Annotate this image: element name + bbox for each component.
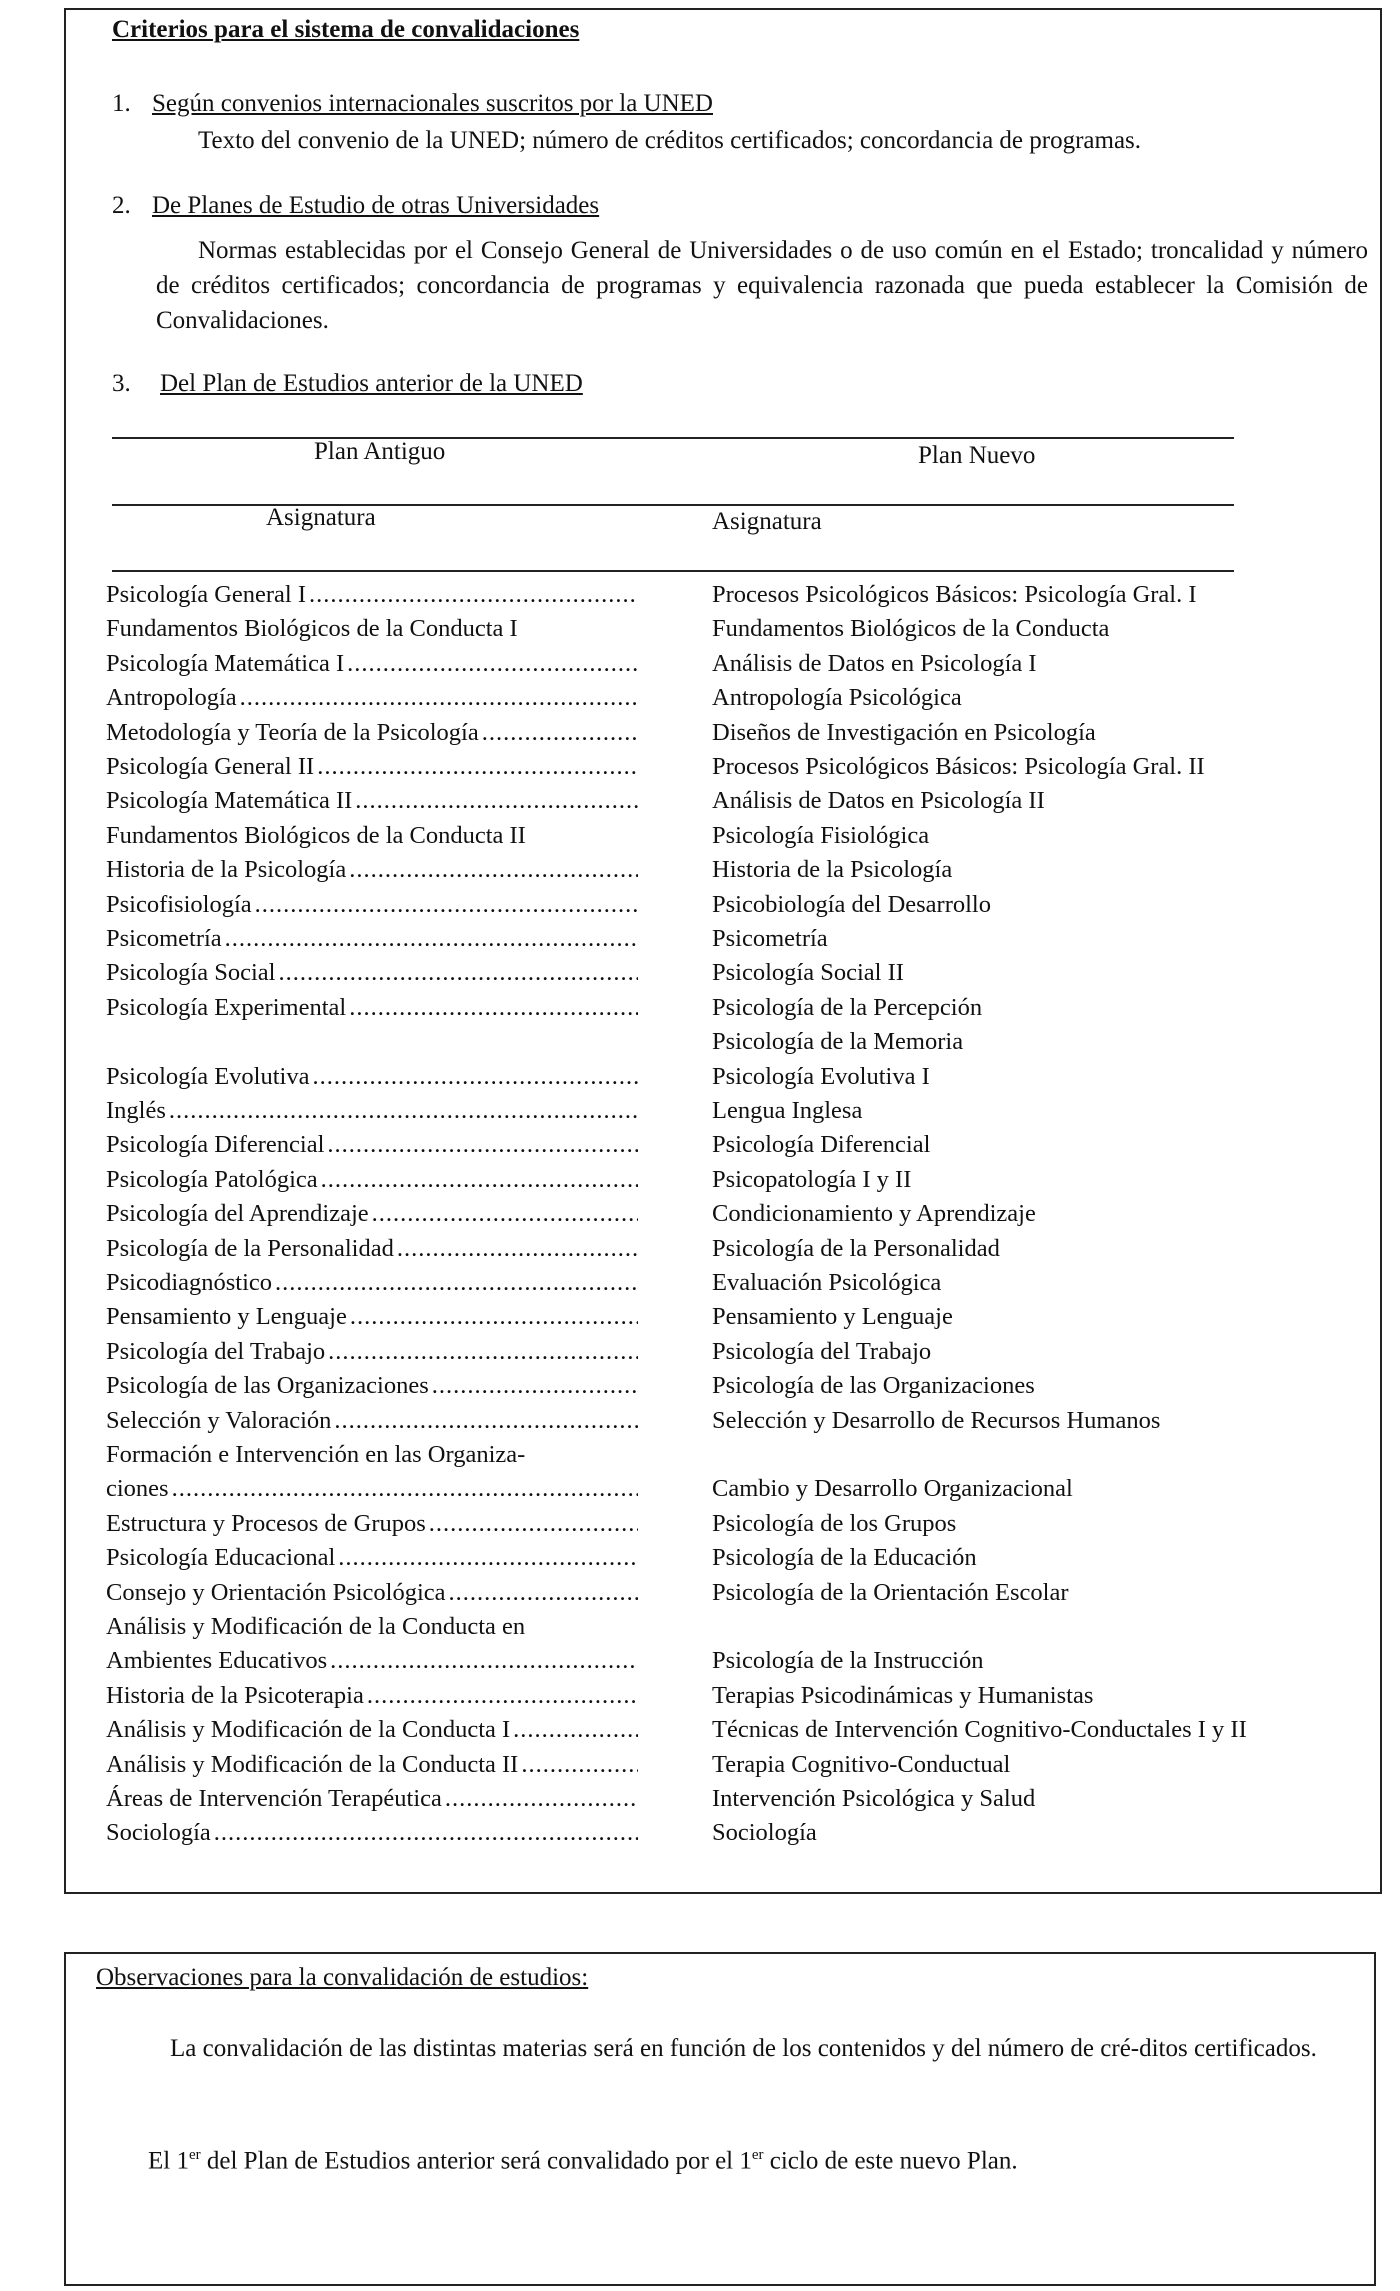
new-subject: Psicología Fisiológica <box>712 821 930 849</box>
old-subject <box>106 784 638 818</box>
new-subject: Psicología Evolutiva I <box>712 1062 930 1090</box>
old-subject-label: Análisis y Modificación de la Conducta II <box>106 1750 519 1778</box>
old-subject-label: Ambientes Educativos <box>106 1647 328 1675</box>
table-row <box>0 1679 1400 1713</box>
new-subject: Psicología del Trabajo <box>712 1337 932 1365</box>
dot-leader <box>338 1541 638 1575</box>
p2-sup-1: er <box>188 2147 201 2163</box>
old-subject <box>106 1094 638 1128</box>
new-subject: Psicología Social II <box>712 959 904 987</box>
table-row <box>0 784 1400 818</box>
dot-leader <box>328 1335 638 1369</box>
dot-leader <box>429 1507 638 1541</box>
old-subject <box>106 1404 638 1438</box>
dot-leader <box>349 991 638 1025</box>
old-subject <box>106 1438 638 1472</box>
table-row <box>0 1438 1400 1472</box>
old-subject <box>106 1679 638 1713</box>
table-row <box>0 853 1400 887</box>
table-row <box>0 1541 1400 1575</box>
dot-leader <box>255 888 638 922</box>
old-subject <box>106 716 638 750</box>
observations-paragraph-1: La convalidación de las distintas materias será en función de los contenidos y del número de cré-ditos certificados. <box>170 2035 1317 2062</box>
new-subject: Psicología de la Memoria <box>712 1028 964 1056</box>
item-2-number: 2. <box>112 192 131 219</box>
table-row <box>0 578 1400 612</box>
p2-suffix: ciclo de este nuevo Plan. <box>763 2147 1018 2175</box>
dot-leader <box>225 922 638 956</box>
new-subject: Psicología Diferencial <box>712 1131 931 1159</box>
new-subject: Psicología de la Percepción <box>712 993 983 1021</box>
dot-leader <box>367 1679 638 1713</box>
table-row <box>0 1713 1400 1747</box>
old-subject-label: Antropología <box>106 684 237 712</box>
dot-leader <box>347 647 638 681</box>
dot-leader <box>214 1816 638 1850</box>
table-row <box>0 1782 1400 1816</box>
table-row <box>0 1369 1400 1403</box>
dot-leader <box>445 1782 638 1816</box>
dot-leader <box>397 1232 638 1266</box>
old-subject-label: Formación e Intervención en las Organiza- <box>106 1441 526 1468</box>
new-subject: Procesos Psicológicos Básicos: Psicología Gral. I <box>712 581 1197 608</box>
old-subject-label: Psicología del Trabajo <box>106 1337 326 1365</box>
dot-leader <box>330 1644 638 1678</box>
old-subject-label: Psicometría <box>106 925 222 952</box>
new-subject: Psicología de la Educación <box>712 1544 977 1572</box>
table-row <box>0 1197 1400 1231</box>
old-subject-label: Estructura y Procesos de Grupos <box>106 1509 426 1537</box>
p2-prefix: El 1 <box>148 2147 189 2175</box>
table-row <box>0 1507 1400 1541</box>
old-subject-label: Psicología General II <box>106 753 315 780</box>
old-subject-label: Pensamiento y Lenguaje <box>106 1303 347 1331</box>
new-subject: Selección y Desarrollo de Recursos Humanos <box>712 1406 1161 1434</box>
new-subject: Psicología de la Instrucción <box>712 1647 984 1675</box>
dot-leader <box>449 1576 638 1610</box>
observations-paragraph-2 <box>148 2136 1018 2180</box>
table-row <box>0 716 1400 750</box>
old-subject-label: Psicodiagnóstico <box>106 1269 273 1296</box>
new-subject: Psicobiología del Desarrollo <box>712 890 991 918</box>
new-subject: Psicometría <box>712 925 828 952</box>
old-subject <box>106 1576 638 1610</box>
new-subject: Cambio y Desarrollo Organizacional <box>712 1475 1073 1503</box>
col-old-header: Asignatura <box>266 504 376 531</box>
table-row <box>0 991 1400 1025</box>
dot-leader <box>349 853 638 887</box>
old-subject-label: Fundamentos Biológicos de la Conducta II <box>106 821 526 849</box>
table-rule-bottom <box>112 570 1234 572</box>
old-subject <box>106 1335 638 1369</box>
plan-old-header: Plan Antiguo <box>314 438 446 465</box>
table-row <box>0 1300 1400 1334</box>
table-row <box>0 922 1400 956</box>
dot-leader <box>169 1094 638 1128</box>
dot-leader <box>240 681 638 715</box>
table-row <box>0 1748 1400 1782</box>
dot-leader <box>521 1748 638 1782</box>
new-subject: Psicología de la Personalidad <box>712 1234 1000 1262</box>
dot-leader <box>327 1128 638 1162</box>
old-subject <box>106 1782 638 1816</box>
old-subject <box>106 1060 638 1094</box>
old-subject <box>106 1163 638 1197</box>
table-row <box>0 1094 1400 1128</box>
new-subject: Análisis de Datos en Psicología I <box>712 649 1037 677</box>
old-subject-label: Psicofisiología <box>106 890 252 918</box>
new-subject: Análisis de Datos en Psicología II <box>712 787 1045 815</box>
new-subject: Pensamiento y Lenguaje <box>712 1303 953 1331</box>
table-row <box>0 750 1400 784</box>
old-subject-label: Áreas de Intervención Terapéutica <box>106 1785 442 1812</box>
table-row <box>0 1644 1400 1678</box>
dot-leader <box>278 956 638 990</box>
table-row <box>0 1163 1400 1197</box>
old-subject-label: Psicología Patológica <box>106 1165 318 1193</box>
new-subject: Terapia Cognitivo-Conductual <box>712 1750 1011 1778</box>
old-subject <box>106 1472 638 1506</box>
criteria-title: Criterios para el sistema de convalidaciones <box>112 16 580 43</box>
new-subject: Evaluación Psicológica <box>712 1269 942 1296</box>
new-subject: Antropología Psicológica <box>712 684 962 712</box>
item-3-heading: Del Plan de Estudios anterior de la UNED <box>160 370 583 397</box>
table-rule-top <box>112 437 1234 439</box>
item-3-number: 3. <box>112 370 131 397</box>
dot-leader <box>432 1369 638 1403</box>
old-subject-label: Consejo y Orientación Psicológica <box>106 1578 446 1606</box>
dot-leader <box>275 1266 638 1300</box>
new-subject: Lengua Inglesa <box>712 1097 863 1124</box>
dot-leader <box>172 1472 638 1506</box>
old-subject <box>106 578 638 612</box>
new-subject: Intervención Psicológica y Salud <box>712 1785 1036 1812</box>
p2-mid: del Plan de Estudios anterior será convalidado por el 1 <box>200 2147 752 2175</box>
dot-leader <box>317 750 638 784</box>
table-row <box>0 1128 1400 1162</box>
table-row <box>0 1335 1400 1369</box>
old-subject <box>106 1610 638 1644</box>
dot-leader <box>309 578 638 612</box>
old-subject-label: Psicología de la Personalidad <box>106 1234 394 1262</box>
dot-leader <box>355 784 638 818</box>
old-subject <box>106 991 638 1025</box>
p2-sup-2: er <box>751 2147 764 2163</box>
table-row <box>0 681 1400 715</box>
dot-leader <box>321 1163 638 1197</box>
dot-leader <box>482 716 638 750</box>
old-subject <box>106 1816 638 1850</box>
old-subject-label: Historia de la Psicología <box>106 856 347 884</box>
old-subject-label: Inglés <box>106 1097 166 1124</box>
table-row <box>0 1472 1400 1506</box>
old-subject <box>106 647 638 681</box>
observations-title: Observaciones para la convalidación de estudios: <box>96 1964 589 1991</box>
table-row <box>0 888 1400 922</box>
new-subject: Historia de la Psicología <box>712 856 953 884</box>
old-subject <box>106 612 638 646</box>
old-subject-label: Psicología Experimental <box>106 993 347 1021</box>
table-row <box>0 819 1400 853</box>
old-subject-label: Psicología del Aprendizaje <box>106 1200 369 1228</box>
item-2-heading: De Planes de Estudio de otras Universidades <box>152 192 600 219</box>
old-subject-label: Selección y Valoración <box>106 1406 332 1434</box>
old-subject-label: ciones <box>106 1475 169 1503</box>
old-subject <box>106 1232 638 1266</box>
new-subject: Psicología de los Grupos <box>712 1509 957 1537</box>
table-row <box>0 647 1400 681</box>
old-subject <box>106 1128 638 1162</box>
observations-box <box>64 1952 1376 2286</box>
old-subject <box>106 1713 638 1747</box>
dot-leader <box>312 1060 638 1094</box>
new-subject: Diseños de Investigación en Psicología <box>712 718 1096 746</box>
old-subject-label: Análisis y Modificación de la Conducta I <box>106 1716 511 1744</box>
dot-leader <box>334 1404 638 1438</box>
new-subject: Psicología de las Organizaciones <box>712 1372 1035 1400</box>
item-1-heading: Según convenios internacionales suscritos por la UNED <box>152 90 713 117</box>
item-1-text: Texto del convenio de la UNED; número de créditos certificados; concordancia de programas. <box>198 127 1142 154</box>
old-subject <box>106 1748 638 1782</box>
old-subject <box>106 956 638 990</box>
old-subject <box>106 750 638 784</box>
old-subject-label: Psicología Social <box>106 959 276 987</box>
dot-leader <box>513 1713 638 1747</box>
old-subject-label: Psicología Evolutiva <box>106 1062 310 1090</box>
table-row <box>0 612 1400 646</box>
new-subject: Técnicas de Intervención Cognitivo-Conductales I y II <box>712 1716 1247 1744</box>
old-subject-label: Psicología General I <box>106 581 307 608</box>
old-subject <box>106 922 638 956</box>
old-subject-label: Sociología <box>106 1819 211 1847</box>
dot-leader <box>372 1197 638 1231</box>
table-row <box>0 1404 1400 1438</box>
old-subject-label: Psicología Matemática II <box>106 787 353 815</box>
table-row <box>0 1232 1400 1266</box>
table-row <box>0 1060 1400 1094</box>
table-row <box>0 956 1400 990</box>
old-subject-label: Psicología de las Organizaciones <box>106 1372 429 1400</box>
new-subject: Sociología <box>712 1819 817 1847</box>
old-subject-label: Fundamentos Biológicos de la Conducta I <box>106 615 518 643</box>
old-subject-label: Análisis y Modificación de la Conducta en <box>106 1613 526 1640</box>
new-subject: Terapias Psicodinámicas y Humanistas <box>712 1681 1094 1709</box>
old-subject <box>106 1507 638 1541</box>
old-subject <box>106 1541 638 1575</box>
new-subject: Fundamentos Biológicos de la Conducta <box>712 615 1110 643</box>
plan-new-header: Plan Nuevo <box>918 442 1036 469</box>
old-subject <box>106 1300 638 1334</box>
old-subject <box>106 819 638 853</box>
table-row <box>0 1576 1400 1610</box>
old-subject <box>106 1369 638 1403</box>
old-subject <box>106 681 638 715</box>
old-subject <box>106 853 638 887</box>
new-subject: Procesos Psicológicos Básicos: Psicología Gral. II <box>712 753 1205 780</box>
item-1-number: 1. <box>112 90 131 117</box>
old-subject-label: Metodología y Teoría de la Psicología <box>106 718 479 746</box>
old-subject-label: Psicología Matemática I <box>106 649 345 677</box>
old-subject-label: Psicología Educacional <box>106 1544 336 1572</box>
old-subject-label: Historia de la Psicoterapia <box>106 1681 364 1709</box>
new-subject: Psicopatología I y II <box>712 1165 912 1193</box>
new-subject: Psicología de la Orientación Escolar <box>712 1578 1069 1606</box>
table-row <box>0 1266 1400 1300</box>
item-2-text: Normas establecidas por el Consejo General de Universidades o de uso común en el Estado; troncalidad y número de créditos certificados; concordancia de programas y equivalencia razonada que pueda establecer la Comisión de Convalidaciones. <box>156 237 1368 334</box>
old-subject <box>106 888 638 922</box>
table-row <box>0 1610 1400 1644</box>
table-row <box>0 1816 1400 1850</box>
old-subject <box>106 1197 638 1231</box>
new-subject: Condicionamiento y Aprendizaje <box>712 1200 1036 1228</box>
dot-leader <box>350 1300 638 1334</box>
old-subject <box>106 1266 638 1300</box>
col-new-header: Asignatura <box>712 508 822 535</box>
table-row <box>0 1025 1400 1059</box>
old-subject <box>106 1644 638 1678</box>
old-subject-label: Psicología Diferencial <box>106 1131 325 1159</box>
